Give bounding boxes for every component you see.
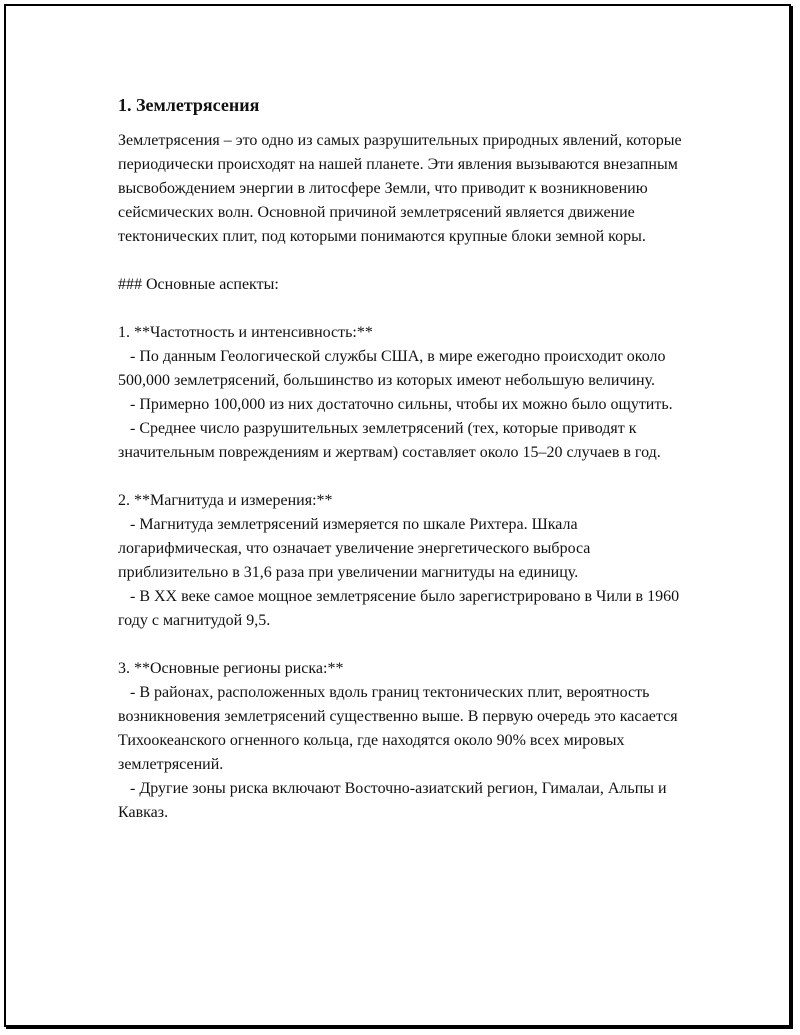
bullet-item <box>118 681 688 777</box>
bullet-text: - По данным Геологической службы США, в мире ежегодно происходит около 500,000 землетрясений, большинство из которых имеют небольшую величину. <box>118 348 666 389</box>
bullet-item <box>118 345 688 393</box>
bullet-item <box>118 585 688 633</box>
bullet-text: - В XX веке самое мощное землетрясение было зарегистрировано в Чили в 1960 году с магнитудой 9,5. <box>118 588 680 629</box>
bullet-item <box>118 777 688 825</box>
document-body <box>118 93 688 825</box>
bullet-text: - Среднее число разрушительных землетрясений (тех, которые приводят к значительным повреждениям и жертвам) составляет около 15–20 случаев в год. <box>118 420 661 461</box>
bullet-text: - Примерно 100,000 из них достаточно сильны, чтобы их можно было ощутить. <box>130 396 673 413</box>
bullet-item <box>118 417 688 465</box>
item-heading-risk-regions: 3. **Основные регионы риска:** <box>118 660 344 677</box>
item-heading-frequency: 1. **Частотность и интенсивность:** <box>118 324 373 341</box>
spacer <box>118 249 688 273</box>
spacer <box>118 465 688 489</box>
bullet-text: - Магнитуда землетрясений измеряется по шкале Рихтера. Шкала логарифмическая, что означает увеличение энергетического выброса приблизительно в 31,6 раза при увеличении магнитуды на единицу. <box>118 516 591 581</box>
bullet-text: - Другие зоны риска включают Восточно-азиатский регион, Гималаи, Альпы и Кавказ. <box>118 780 667 821</box>
bullet-text: - В районах, расположенных вдоль границ тектонических плит, вероятность возникновения землетрясений существенно выше. В первую очередь это касается Тихоокеанского огненного кольца, где находятся около 90% всех мировых землетрясений. <box>118 684 678 773</box>
spacer <box>118 297 688 321</box>
bullet-item <box>118 513 688 585</box>
section-heading: ### Основные аспекты: <box>118 276 279 293</box>
item-heading-magnitude: 2. **Магнитуда и измерения:** <box>118 492 333 509</box>
spacer <box>118 633 688 657</box>
bullet-item <box>118 393 688 417</box>
intro-paragraph: Землетрясения – это одно из самых разрушительных природных явлений, которые периодически происходят на нашей планете. Эти явления вызываются внезапным высвобождением энергии в литосфере Земли, что приводит к возникновению сейсмических волн. Основной причиной землетрясений является движение тектонических плит, под которыми понимаются крупные блоки земной коры. <box>118 132 682 245</box>
document-title: 1. Землетрясения <box>118 95 260 115</box>
